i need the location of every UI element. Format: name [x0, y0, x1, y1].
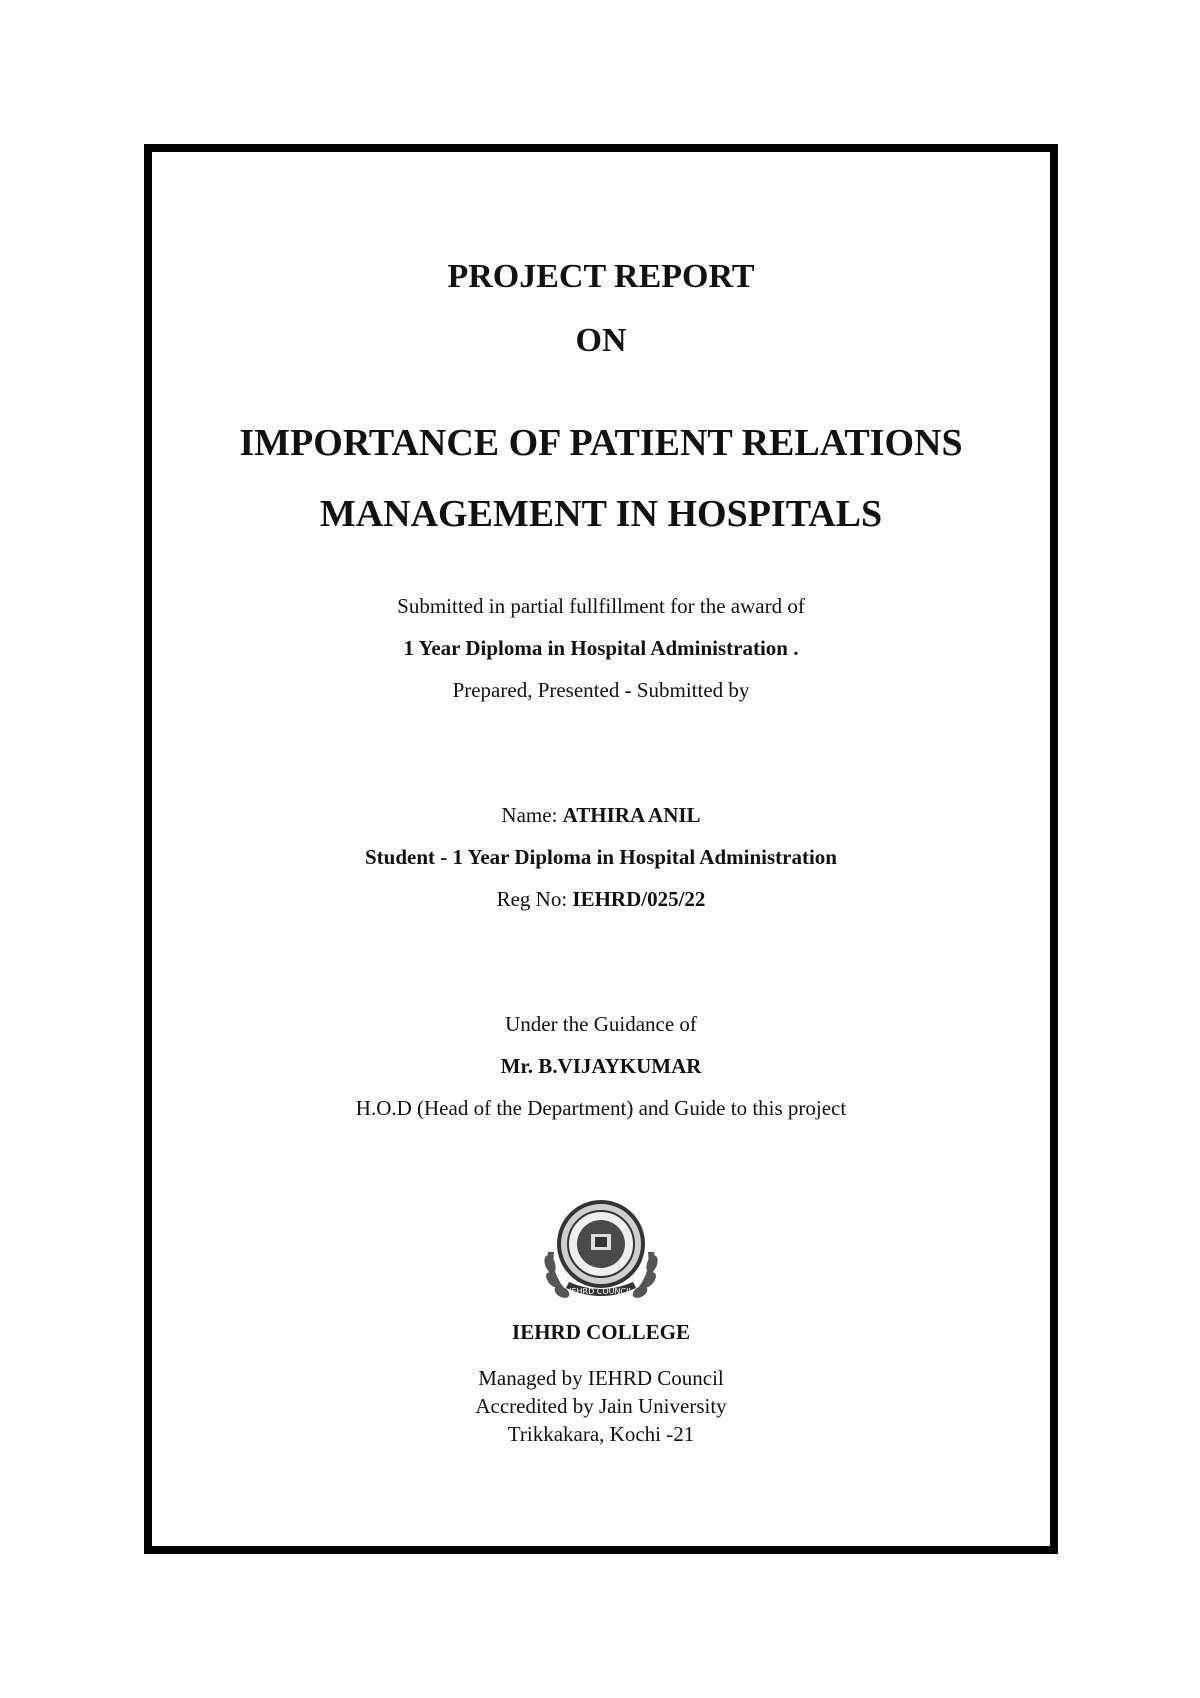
- submission-prepared-by: Prepared, Presented - Submitted by: [452, 678, 750, 702]
- guide-role: H.O.D (Head of the Department) and Guide to this project: [355, 1096, 847, 1120]
- report-title-line-2: MANAGEMENT IN HOSPITALS: [319, 493, 883, 535]
- student-role: Student - 1 Year Diploma in Hospital Administration: [365, 845, 837, 869]
- report-title-line-1: IMPORTANCE OF PATIENT RELATIONS: [239, 422, 963, 464]
- report-heading: PROJECT REPORT: [447, 258, 755, 295]
- college-managed-by: Managed by IEHRD Council: [478, 1366, 724, 1390]
- student-name: ATHIRA ANIL: [562, 803, 701, 827]
- report-heading-on: ON: [575, 322, 627, 359]
- guide-name: Mr. B.VIJAYKUMAR: [500, 1054, 702, 1078]
- submission-course: 1 Year Diploma in Hospital Administration .: [403, 636, 799, 660]
- college-location: Trikkakara, Kochi -21: [507, 1422, 695, 1446]
- college-name: IEHRD COLLEGE: [512, 1320, 690, 1344]
- guidance-intro: Under the Guidance of: [505, 1012, 697, 1036]
- student-reg-label: Reg No:: [496, 887, 573, 911]
- student-name-label: Name:: [501, 803, 563, 827]
- student-name-line: [144, 803, 1058, 828]
- student-reg-no: IEHRD/025/22: [572, 887, 706, 911]
- student-reg-line: [144, 887, 1058, 912]
- college-seal-icon: [536, 1190, 666, 1306]
- seal-text: IEHRD COUNCIL: [569, 1287, 633, 1296]
- college-accredited-by: Accredited by Jain University: [475, 1394, 727, 1418]
- submission-purpose: Submitted in partial fullfillment for the award of: [397, 594, 805, 618]
